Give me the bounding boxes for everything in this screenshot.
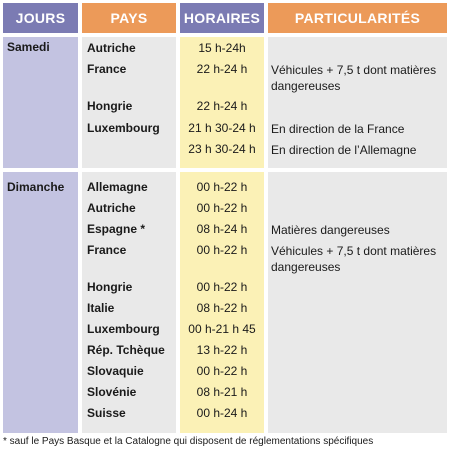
samedi-pays-luxembourg: Luxembourg <box>87 121 160 135</box>
header-horaires: HORAIRES <box>180 3 264 33</box>
dimanche-pays-hongrie: Hongrie <box>87 280 133 294</box>
dimanche-pays-autriche: Autriche <box>87 201 136 215</box>
samedi-horaire-hongrie: 22 h-24 h <box>196 99 248 113</box>
header-pays: PAYS <box>82 3 176 33</box>
day-dimanche: Dimanche <box>7 180 65 194</box>
samedi-pays-hongrie: Hongrie <box>87 99 133 113</box>
dimanche-horaire-italie: 08 h-22 h <box>196 301 248 315</box>
dimanche-pays-slovenie: Slovénie <box>87 385 137 399</box>
dimanche-horaire-allemagne: 00 h-22 h <box>196 180 248 194</box>
samedi-horaire-france: 22 h-24 h <box>196 62 248 76</box>
samedi-note-france: Véhicules + 7,5 t dont matières dangereuses <box>271 63 437 93</box>
dimanche-pays-luxembourg: Luxembourg <box>87 322 160 336</box>
dimanche-horaire-suisse: 00 h-24 h <box>196 406 248 420</box>
samedi-horaire-luxembourg-2: 23 h 30-24 h <box>188 142 256 156</box>
samedi-horaire-luxembourg-1: 21 h 30-24 h <box>188 121 256 135</box>
dimanche-pays-suisse: Suisse <box>87 406 126 420</box>
dimanche-horaire-espagne: 08 h-24 h <box>196 222 248 236</box>
dimanche-horaire-hongrie: 00 h-22 h <box>196 280 248 294</box>
dimanche-pays-slovaquie: Slovaquie <box>87 364 144 378</box>
dimanche-pays-rep-tcheque: Rép. Tchèque <box>87 343 165 357</box>
dimanche-note-espagne: Matières dangereuses <box>271 223 390 237</box>
samedi-note-luxembourg-2: En direction de l’Allemagne <box>271 143 417 157</box>
dimanche-horaire-luxembourg: 00 h-21 h 45 <box>188 322 256 336</box>
dimanche-pays-france: France <box>87 243 127 257</box>
dimanche-note-france: Véhicules + 7,5 t dont matières dangereuses <box>271 244 437 274</box>
dimanche-horaire-slovenie: 08 h-21 h <box>196 385 248 399</box>
day-samedi: Samedi <box>7 40 50 54</box>
dimanche-horaire-rep-tcheque: 13 h-22 h <box>196 343 248 357</box>
dimanche-jours-cell <box>3 172 78 433</box>
header-particularites: PARTICULARITÉS <box>268 3 447 33</box>
samedi-note-luxembourg-1: En direction de la France <box>271 122 405 136</box>
footnote: * sauf le Pays Basque et la Catalogne qui disposent de réglementations spécifiques <box>3 436 374 447</box>
header-jours: JOURS <box>3 3 78 33</box>
samedi-horaire-autriche: 15 h-24h <box>198 41 246 55</box>
dimanche-horaire-france: 00 h-22 h <box>196 243 248 257</box>
dimanche-horaire-slovaquie: 00 h-22 h <box>196 364 248 378</box>
samedi-pays-autriche: Autriche <box>87 41 136 55</box>
dimanche-horaire-autriche: 00 h-22 h <box>196 201 248 215</box>
samedi-pays-france: France <box>87 62 127 76</box>
dimanche-pays-espagne: Espagne * <box>87 222 146 236</box>
samedi-jours-cell <box>3 37 78 168</box>
dimanche-pays-italie: Italie <box>87 301 115 315</box>
dimanche-pays-allemagne: Allemagne <box>87 180 148 194</box>
dimanche-particularites-cell <box>268 172 447 433</box>
